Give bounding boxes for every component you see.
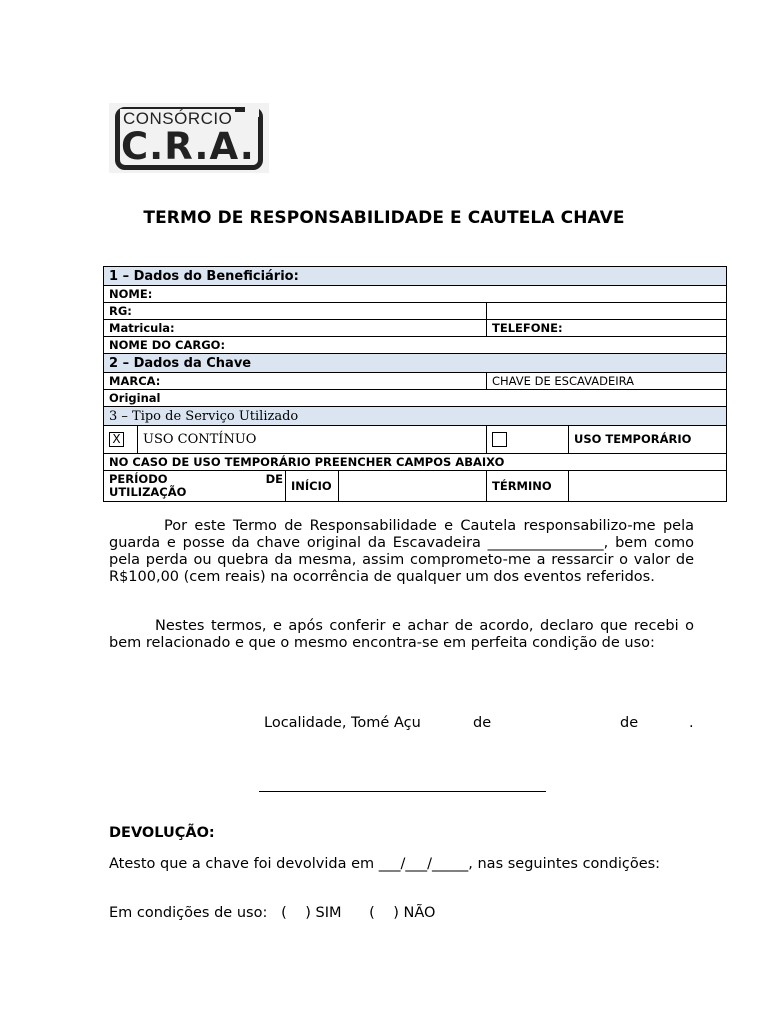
uso-continuo-checkbox[interactable]: X: [109, 432, 124, 447]
responsabilidade-paragraph: Por este Termo de Responsabilidade e Cautela responsabilizo-me pela guarda e posse da chave original da Escavadeira ________________, bem como pela perda ou quebra da mesma, assim comprometo-me a ressarcir o valor de R$100,00 (cem reais) na ocorrência de qualquer um dos eventos referidos.: [109, 518, 694, 585]
utilizacao-word: UTILIZAÇÃO: [109, 485, 187, 499]
cargo-label: NOME DO CARGO:: [104, 337, 727, 354]
cargo-row: [104, 337, 727, 354]
localidade-de-2: de: [620, 715, 639, 731]
localidade-label: Localidade, Tomé Açu: [264, 715, 421, 731]
devolucao-atesto-paragraph: Atesto que a chave foi devolvida em ___/___/_____, nas seguintes condições:: [109, 856, 661, 872]
localidade-de-1: de: [473, 715, 492, 731]
condicoes-uso-line: Em condições de uso: ( ) SIM ( ) NÃO: [109, 905, 436, 921]
matricula-label: Matricula:: [104, 320, 487, 337]
original-row: [104, 390, 727, 407]
section-servico-row: [104, 407, 727, 426]
nome-label: NOME:: [104, 286, 727, 303]
document-title: TERMO DE RESPONSABILIDADE E CAUTELA CHAVE: [143, 208, 625, 228]
logo-main-text: C.R.A.: [121, 125, 255, 168]
uso-temporario-checkbox[interactable]: [492, 432, 507, 447]
section-beneficiario-heading: 1 – Dados do Beneficiário:: [104, 267, 727, 286]
termino-label: TÉRMINO: [487, 471, 569, 502]
periodo-word: PERÍODO: [109, 472, 168, 486]
inicio-label: INÍCIO: [286, 471, 339, 502]
chave-value: CHAVE DE ESCAVADEIRA: [487, 373, 727, 390]
nome-row: [104, 286, 727, 303]
rg-row: [104, 303, 727, 320]
logo-frame-gap: [245, 105, 259, 117]
uso-temporario-notice: NO CASO DE USO TEMPORÁRIO PREENCHER CAMPOS ABAIXO: [104, 454, 727, 471]
section-chave-heading: 2 – Dados da Chave: [104, 354, 727, 373]
section-chave-row: [104, 354, 727, 373]
uso-continuo-checkbox-cell[interactable]: [104, 426, 138, 454]
uso-continuo-label: USO CONTÍNUO: [138, 426, 487, 454]
aviso-row: [104, 454, 727, 471]
periodo-de-word: DE: [265, 472, 283, 486]
rg-value-field[interactable]: [487, 303, 727, 320]
uso-temporario-checkbox-cell[interactable]: [487, 426, 569, 454]
section-servico-heading: 3 – Tipo de Serviço Utilizado: [104, 407, 727, 426]
logo-top-text: CONSÓRCIO: [120, 109, 235, 129]
periodo-row: [104, 471, 727, 502]
marca-row: [104, 373, 727, 390]
periodo-label: [104, 471, 286, 502]
consorcio-cra-logo: [109, 103, 269, 173]
form-table: [103, 266, 727, 502]
inicio-value-field[interactable]: [339, 471, 487, 502]
signature-line: [259, 791, 546, 792]
marca-label: MARCA:: [104, 373, 487, 390]
original-label: Original: [104, 390, 727, 407]
localidade-end: .: [689, 715, 694, 731]
telefone-label: TELEFONE:: [487, 320, 727, 337]
termino-value-field[interactable]: [569, 471, 727, 502]
devolucao-heading: DEVOLUÇÃO:: [109, 825, 215, 841]
uso-temporario-label: USO TEMPORÁRIO: [569, 426, 727, 454]
tipo-uso-row: [104, 426, 727, 454]
section-beneficiario-row: [104, 267, 727, 286]
matricula-row: [104, 320, 727, 337]
declaracao-paragraph: Nestes termos, e após conferir e achar de acordo, declaro que recebi o bem relacionado e que o mesmo encontra-se em perfeita condição de uso:: [109, 618, 694, 651]
rg-label: RG:: [104, 303, 487, 320]
